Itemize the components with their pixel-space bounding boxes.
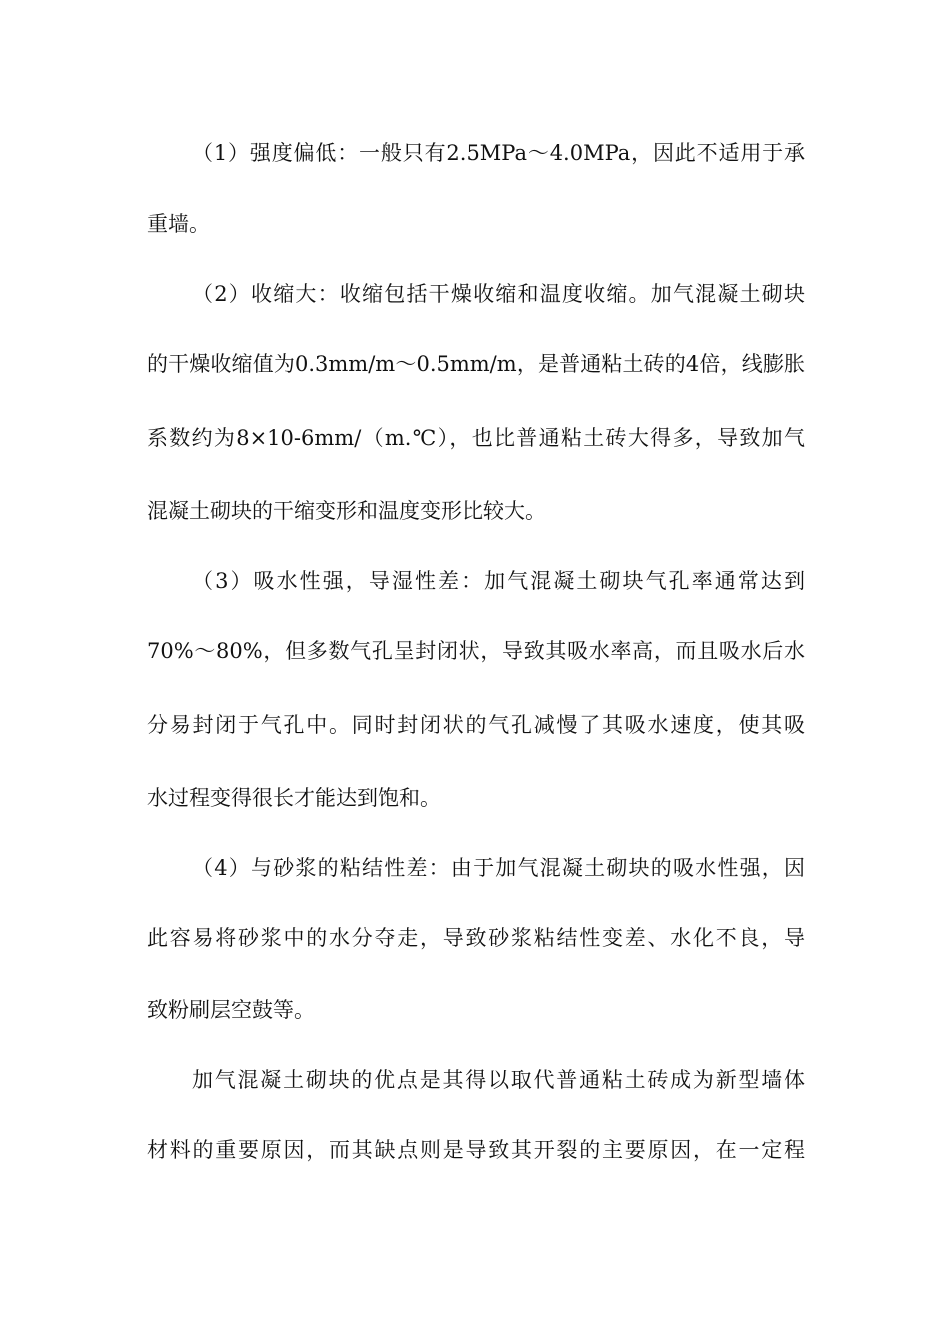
text-line: （4）与砂浆的粘结性差：由于加气混凝土砌块的吸水性强，因 [192,856,805,880]
text-line: 致粉刷层空鼓等。 [147,998,315,1022]
text-line: 系数约为8×10-6mm/（m.℃），也比普通粘土砖大得多，导致加气 [147,426,805,450]
text-line: 70%～80%，但多数气孔呈封闭状，导致其吸水率高，而且吸水后水 [147,639,805,663]
text-line: 重墙。 [147,212,210,236]
text-line: 分易封闭于气孔中。同时封闭状的气孔减慢了其吸水速度，使其吸 [147,713,805,737]
text-line: 的干燥收缩值为0.3mm/m～0.5mm/m，是普通粘土砖的4倍，线膨胀 [147,352,805,376]
text-line: 此容易将砂浆中的水分夺走，导致砂浆粘结性变差、水化不良，导 [147,926,805,950]
text-line: 加气混凝土砌块的优点是其得以取代普通粘土砖成为新型墙体 [192,1068,805,1092]
text-line: （2）收缩大：收缩包括干燥收缩和温度收缩。加气混凝土砌块 [192,282,805,306]
text-line: （3）吸水性强，导湿性差：加气混凝土砌块气孔率通常达到 [192,569,805,593]
text-line: 水过程变得很长才能达到饱和。 [147,786,441,810]
text-line: 材料的重要原因，而其缺点则是导致其开裂的主要原因，在一定程 [147,1138,805,1162]
text-line: （1）强度偏低：一般只有2.5MPa～4.0MPa，因此不适用于承 [192,141,805,165]
text-line: 混凝土砌块的干缩变形和温度变形比较大。 [147,499,546,523]
